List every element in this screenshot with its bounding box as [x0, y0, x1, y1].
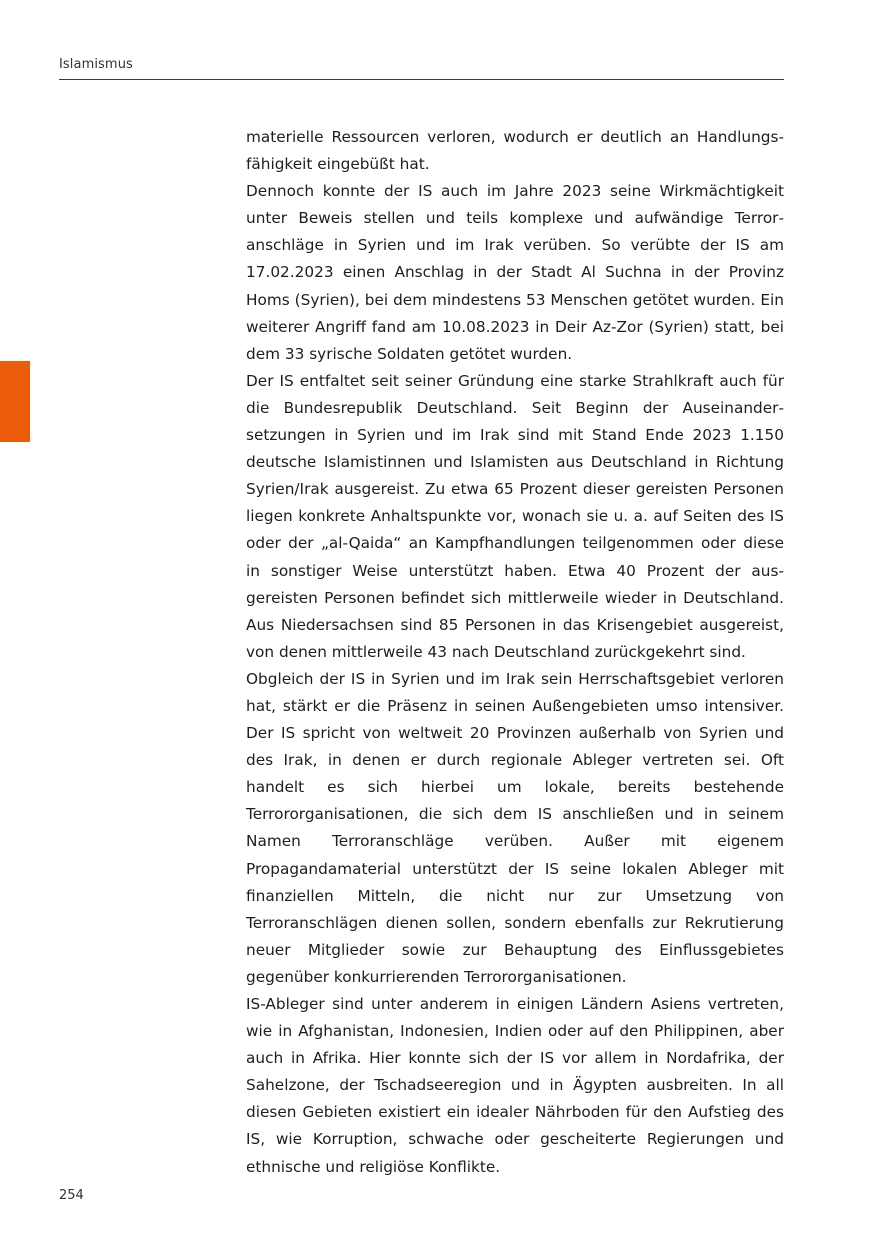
paragraph: Obgleich der IS in Syrien und im Irak sein Herrschaftsgebiet verloren hat, stärkt er die Präsenz in seinen Außengebieten umso intensiver. Der IS spricht von weltweit 20 Provinzen außerhalb von Syrien und des Irak, in denen er durch regionale Ableger vertreten sei. Oft handelt es sich hierbei um lokale, bereits bestehende Terrororganisationen, die sich dem IS anschließen und in seinem Namen Terroranschläge verüben. Außer mit eigenem Propagandamaterial unterstützt der IS seine lokalen Ableger mit finanziellen Mitteln, die nicht nur zur Umsetzung von Terroranschlägen dienen sollen, sondern ebenfalls zur Rekrutierung neuer Mitglieder sowie zur Behauptung des Einflussgebietes gegenüber konkurrierenden Terrororganisationen. — [246, 669, 784, 986]
page-number: 254 — [59, 1188, 84, 1203]
paragraph: Dennoch konnte der IS auch im Jahre 2023 seine Wirkmächtigkeit unter Beweis stellen und teils komplexe und aufwändige Terroranschläge in Syrien und im Irak verüben. So verübte der IS am 17.02.2023 einen Anschlag in der Stadt Al Suchna in der Provinz Homs (Syrien), bei dem mindestens 53 Menschen getötet wurden. Ein weiterer Angriff fand am 10.08.2023 in Deir Az-Zor (Syrien) statt, bei dem 33 syrische Soldaten getötet wurden. — [246, 182, 784, 363]
paragraph: IS-Ableger sind unter anderem in einigen Ländern Asiens vertreten, wie in Afghanistan, Indonesien, Indien oder auf den Philippinen, aber auch in Afrika. Hier konnte sich der IS vor allem in Nordafrika, der Sahelzone, der Tschadseeregion und in Ägypten ausbreiten. In all diesen Gebieten existiert ein idealer Nährboden für den Aufstieg des IS, wie Korruption, schwache oder gescheiterte Regierungen und ethnische und religiöse Konflikte. — [246, 995, 784, 1176]
main-text-column — [246, 124, 784, 1181]
chapter-tab-marker — [0, 361, 30, 442]
paragraph: Der IS entfaltet seit seiner Gründung eine starke Strahlkraft auch für die Bundesrepublik Deutschland. Seit Beginn der Auseinandersetzungen in Syrien und im Irak sind mit Stand Ende 2023 1.150 deutsche Islamistinnen und Islamisten aus Deutschland in Richtung Syrien/Irak ausgereist. Zu etwa 65 Prozent dieser gereisten Personen liegen konkrete Anhaltspunkte vor, wonach sie u. a. auf Seiten des IS oder der „al-Qaida“ an Kampfhandlungen teilgenommen oder diese in sonstiger Weise unterstützt haben. Etwa 40 Prozent der ausgereisten Personen befindet sich mittlerweile wieder in Deutschland. Aus Niedersachsen sind 85 Personen in das Krisengebiet ausgereist, von denen mittlerweile 43 nach Deutschland zurückgekehrt sind. — [246, 371, 784, 661]
paragraph: materielle Ressourcen verloren, wodurch er deutlich an Handlungsfähigkeit eingebüßt hat. — [246, 128, 784, 174]
header-divider — [59, 79, 784, 80]
running-header-title: Islamismus — [59, 57, 133, 72]
